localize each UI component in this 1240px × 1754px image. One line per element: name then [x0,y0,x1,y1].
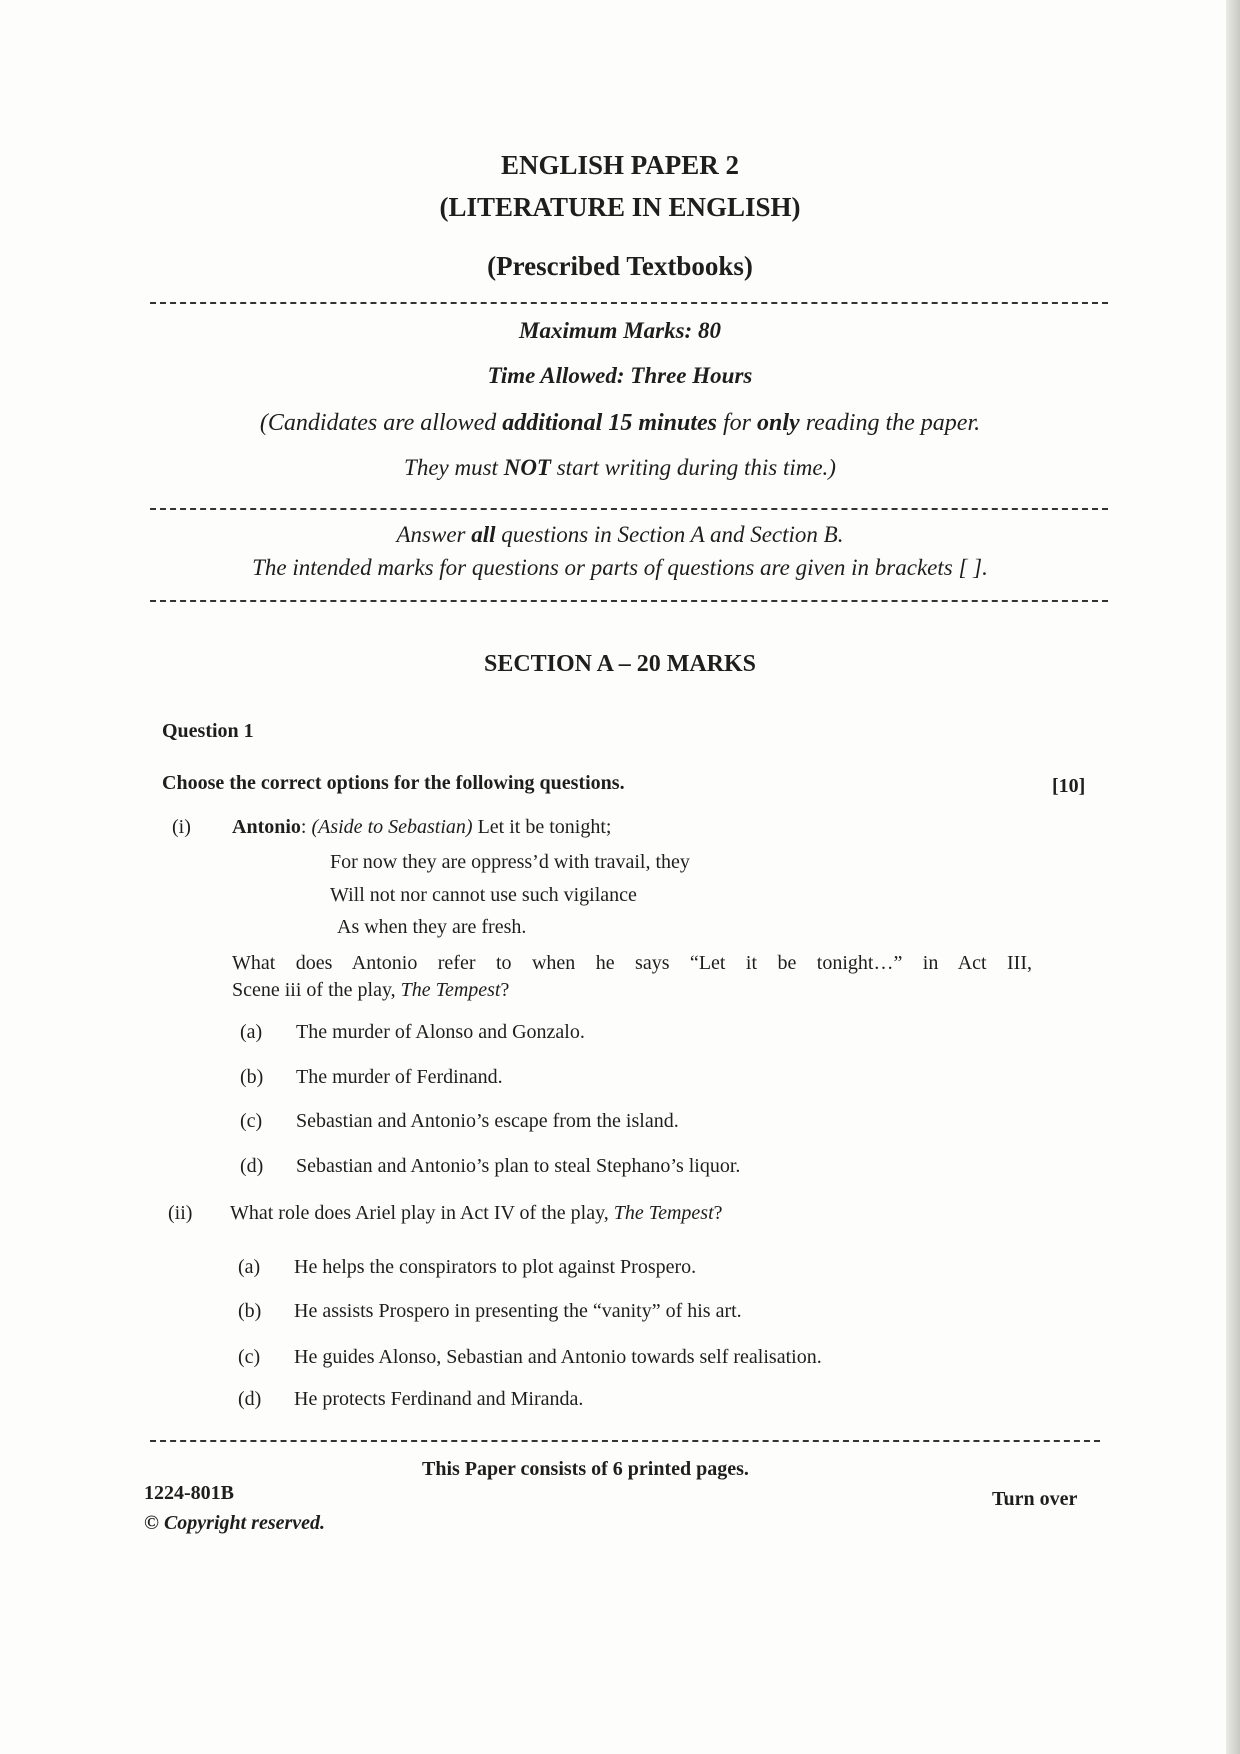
note-bold: additional 15 minutes [502,410,718,436]
option-text[interactable]: Sebastian and Antonio’s escape from the island. [296,1110,679,1132]
divider-1 [150,302,1108,304]
speaker-colon: : [300,816,312,838]
note-post: reading the paper. [799,410,981,436]
question-label: Question 1 [162,720,254,742]
q2-stem-pre: What role does Ariel play in Act IV of the play, [230,1202,614,1224]
option-text[interactable]: The murder of Alonso and Gonzalo. [296,1021,585,1043]
option-label: (b) [238,1300,262,1322]
subquestion-1-number: (i) [172,816,191,838]
marks-instruction: The intended marks for questions or parts of questions are given in brackets [ ]. [252,555,988,580]
verse-line-4: As when they are fresh. [337,916,527,938]
max-marks: Maximum Marks: 80 [519,318,721,343]
instr-post: questions in Section A and Section B. [495,522,844,547]
option-text[interactable]: He guides Alonso, Sebastian and Antonio towards self realisation. [294,1346,822,1368]
answer-instruction [0,522,1240,548]
option-label: (d) [238,1388,262,1410]
option-text[interactable]: The murder of Ferdinand. [296,1066,503,1088]
paper-subtitle-2: (Prescribed Textbooks) [487,251,753,281]
option-label: (a) [240,1021,263,1043]
writing-note [0,455,1240,481]
note-mid: for [717,410,758,436]
subquestion-1-line1 [232,816,611,839]
instr-all: all [471,522,496,547]
option-label: (b) [240,1066,264,1088]
instr-pre: Answer [396,522,472,547]
option-text[interactable]: Sebastian and Antonio’s plan to steal Stephano’s liquor. [296,1155,741,1177]
note2-post: start writing during this time.) [550,455,836,480]
question-marks: [10] [1052,775,1086,797]
turn-over: Turn over [992,1488,1078,1510]
subquestion-2-stem [230,1202,723,1225]
play-title: The Tempest [400,979,501,1001]
subquestion-1-stem-line1: What does Antonio refer to when he says “Let it be tonight…” in Act III, [232,952,1032,974]
divider-3 [150,600,1108,602]
verse-line-1-rest: Let it be tonight; [472,816,612,838]
speaker: Antonio [232,816,301,838]
note2-not: NOT [503,455,551,480]
option-text[interactable]: He assists Prospero in presenting the “vanity” of his art. [294,1300,742,1322]
time-allowed: Time Allowed: Three Hours [487,363,753,388]
note-only: only [757,410,800,436]
copyright: © Copyright reserved. [144,1512,326,1534]
subquestion-1-stem-line2 [232,979,509,1002]
stage-direction: (Aside to Sebastian) [311,816,473,838]
option-label: (a) [238,1256,261,1278]
option-text[interactable]: He helps the conspirators to plot against Prospero. [294,1256,697,1278]
question-instruction: Choose the correct options for the following questions. [162,772,625,794]
play-title: The Tempest [613,1202,714,1224]
divider-2 [150,508,1108,510]
section-heading: SECTION A – 20 MARKS [483,651,757,677]
candidates-note [0,410,1240,437]
stem2-pre: Scene iii of the play, [232,979,401,1001]
verse-line-2: For now they are oppress’d with travail, they [330,851,690,873]
note2-pre: They must [404,455,504,480]
option-label: (d) [240,1155,264,1177]
note-pre: (Candidates are allowed [259,410,503,436]
paper-subtitle: (LITERATURE IN ENGLISH) [439,192,801,222]
paper-title: ENGLISH PAPER 2 [500,150,740,180]
footer-divider [150,1440,1100,1442]
option-text[interactable]: He protects Ferdinand and Miranda. [294,1388,584,1410]
verse-line-3: Will not nor cannot use such vigilance [330,884,637,906]
option-label: (c) [240,1110,263,1132]
option-label: (c) [238,1346,261,1368]
q2-stem-post: ? [713,1202,723,1224]
stem2-post: ? [500,979,510,1001]
paper-code: 1224-801B [144,1482,234,1504]
subquestion-2-number: (ii) [168,1202,193,1224]
page-count: This Paper consists of 6 printed pages. [422,1458,749,1480]
